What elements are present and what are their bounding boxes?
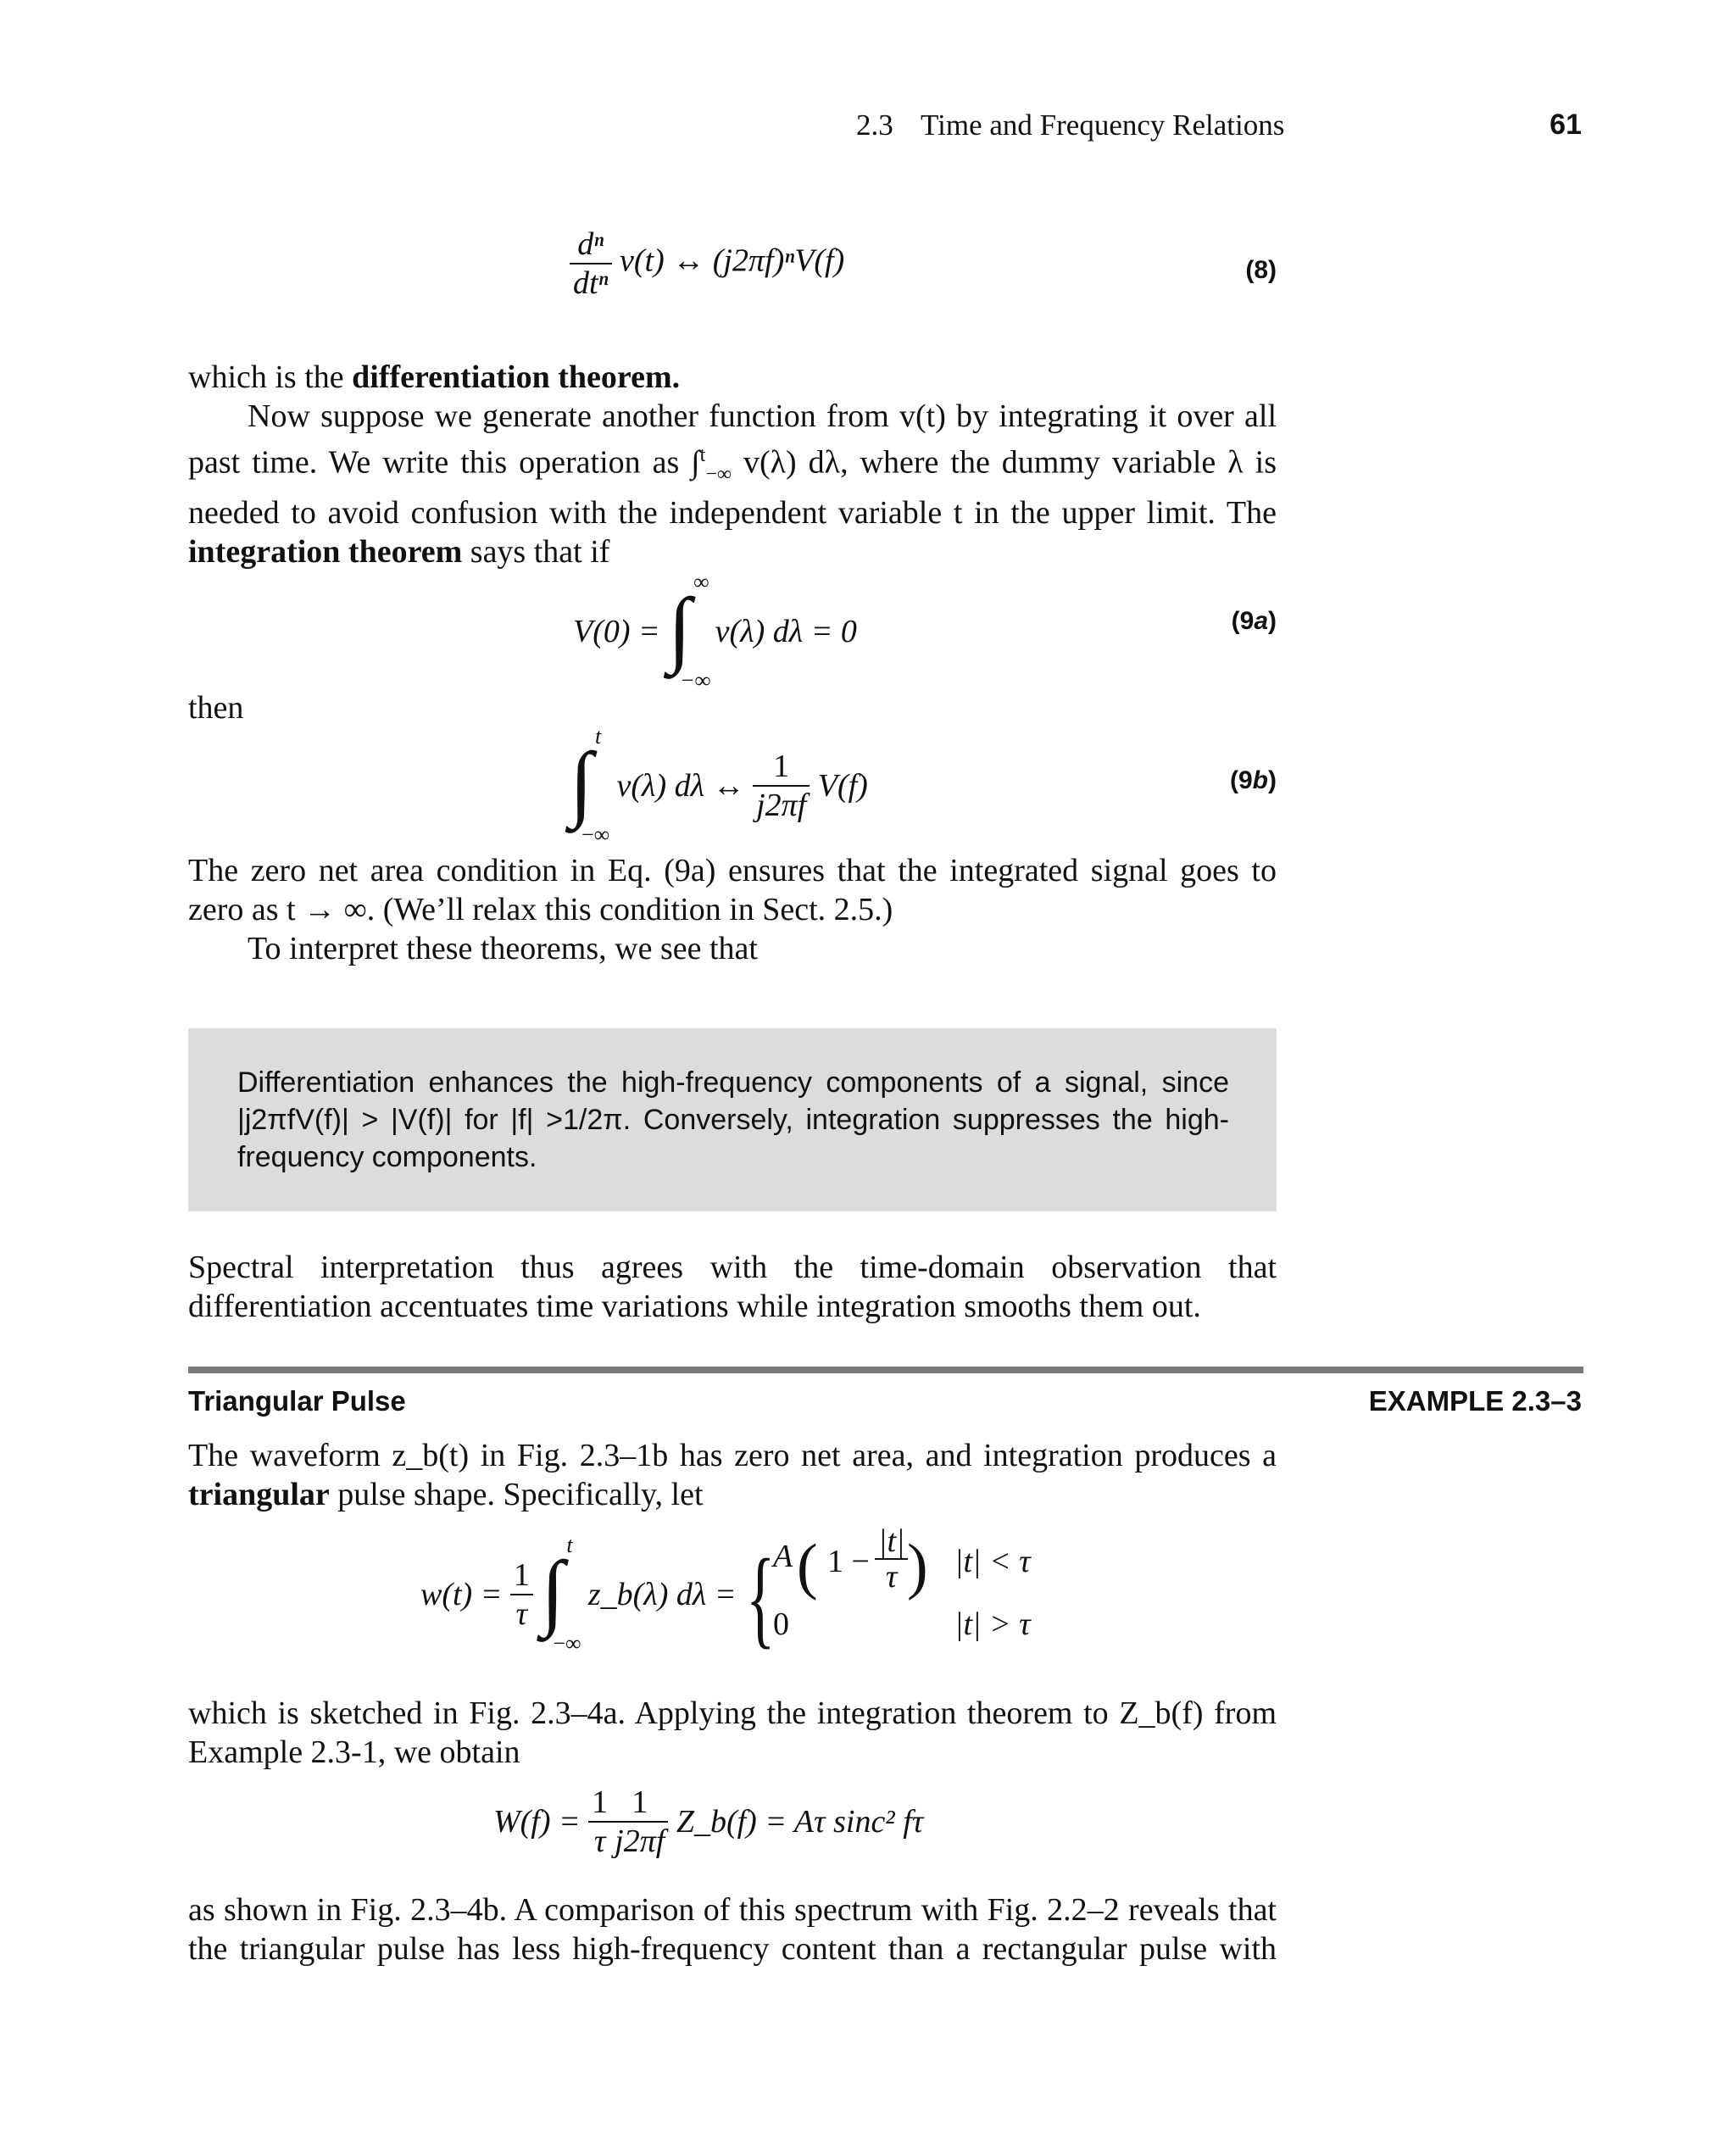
paragraph-differentiation [188,358,1277,571]
eq9a-lhs: V(0) = [573,614,660,649]
p1-text: which is the [188,359,353,395]
right-paren: ) [907,1532,928,1601]
p7-text: which is sketched in Fig. 2.3–4a. Applying the integration theorem to Z_b(f) from Example 2.3-1, we obtain [188,1695,1277,1770]
highlight-box [188,1028,1277,1211]
eq9a-body: v(λ) dλ = 0 [715,614,857,649]
eq9b-rhs: V(f) [817,768,868,804]
eq8-denominator: dtⁿ [570,263,612,302]
equation-9b [0,724,1736,847]
eq9a-lower-limit: −∞ [680,668,711,693]
p2-text-c: says that if [462,534,610,571]
w-lhs: w(t) = [420,1577,503,1612]
case1-denominator: τ [875,1558,908,1594]
left-brace: { [746,1537,776,1659]
p2-text-b: v(λ) dλ, where the dummy variable λ is needed to avoid confusion with the independent variable t in the upper limit. The [188,444,1277,532]
p6-text-a: The waveform z_b(t) in Fig. 2.3–1b has zero net area, and integration produces a [188,1438,1277,1473]
case1-one-minus: 1 − [827,1544,870,1579]
w-body: z_b(λ) dλ = [587,1577,737,1612]
case1-numerator: |t| [878,1523,905,1559]
highlight-text: Differentiation enhances the high-frequency components of a signal, since |j2πfV(f)| > |V(f)| for |f| >1/2π. Conversely, integration suppresses the high-frequency components. [237,1066,1229,1173]
eq9b-body: v(λ) dλ ↔ [616,768,745,804]
eq9b-numerator: 1 [773,749,790,784]
integral-sign: ∫ t −∞ [541,1533,581,1656]
p2-integral-upper: t [699,444,706,466]
w-upper-limit: t [566,1533,573,1557]
eq9a-upper-limit: ∞ [693,570,709,594]
example-title: Triangular Pulse [188,1385,406,1417]
paragraph-comparison [188,1890,1277,1968]
case1-amplitude: A [773,1539,793,1574]
running-head [0,109,1736,151]
p3-text: The zero net area condition in Eq. (9a) ensures that the integrated signal goes to zero as t → ∞. (We’ll relax this condition in Sect. 2.5.) [188,853,1277,927]
p8-text: as shown in Fig. 2.3–4b. A comparison of this spectrum with Fig. 2.2–2 reveals that the triangular pulse has less high-frequency content than a rectangular pulse with [188,1892,1277,1967]
section-number: 2.3 [856,109,893,142]
then-line [188,688,1277,727]
example-label: EXAMPLE 2.3–3 [1368,1385,1582,1417]
equation-W-spectrum [0,1784,1736,1877]
W-denominator-2: j2πf [611,1821,668,1860]
W-lhs: W(f) = [493,1804,581,1840]
eq9a-tag: (9a) [1231,607,1277,635]
W-rhs: Z_b(f) = Aτ sinc² fτ [676,1804,924,1840]
eq8-body: v(t) ↔ (j2πf)ⁿV(f) [620,242,845,279]
integration-theorem-term: integration theorem [188,534,463,571]
p2-integral-lower: −∞ [705,463,732,486]
p6-text-b: pulse shape. Specifically, let [329,1477,704,1512]
eq9b-denominator: j2πf [753,785,810,824]
case2-condition: |t| > τ [954,1606,1031,1642]
eq9b-lower-limit: −∞ [581,822,610,847]
p5-text: Spectral interpretation thus agrees with the time-domain observation that differentiation accentuates time variations while integration smooths them out. [188,1250,1277,1324]
w-lower-limit: −∞ [553,1631,581,1656]
eq8-tag: (8) [1245,256,1277,284]
W-denominator-1: τ [588,1821,611,1860]
w-denominator: τ [510,1594,533,1633]
paragraph-waveform [188,1436,1277,1514]
integral-sign: ∫ ∞ −∞ [668,570,711,693]
example-divider [188,1367,1583,1373]
eq9b-tag: (9b) [1229,766,1277,794]
section-title: Time and Frequency Relations [921,109,1285,142]
eq9b-upper-limit: t [595,724,602,749]
case2-value: 0 [773,1606,789,1642]
case1-condition: |t| < τ [954,1544,1031,1579]
equation-9a [0,570,1736,693]
eq8-numerator: dⁿ [577,226,604,262]
differentiation-theorem-term: differentiation theorem. [352,359,681,395]
p2-text-a: Now suppose we generate another function from v(t) by integrating it over all past time. We write this operation as ∫ [188,398,1277,481]
integral-sign: ∫ t −∞ [570,724,610,847]
paragraph-spectral-interpretation [188,1248,1277,1326]
page-number: 61 [1550,109,1582,141]
w-numerator: 1 [513,1557,530,1593]
equation-w-definition [0,1523,1736,1675]
W-numerator-2: 1 [632,1784,648,1820]
triangular-term: triangular [188,1477,330,1512]
then-text: then [188,690,244,726]
W-numerator-1: 1 [592,1784,609,1820]
paragraph-zero-net-area [188,851,1277,968]
equation-8 [0,222,1736,315]
left-paren: ( [797,1532,818,1601]
paragraph-sketched [188,1694,1277,1772]
p4-text: To interpret these theorems, we see that [248,931,758,966]
